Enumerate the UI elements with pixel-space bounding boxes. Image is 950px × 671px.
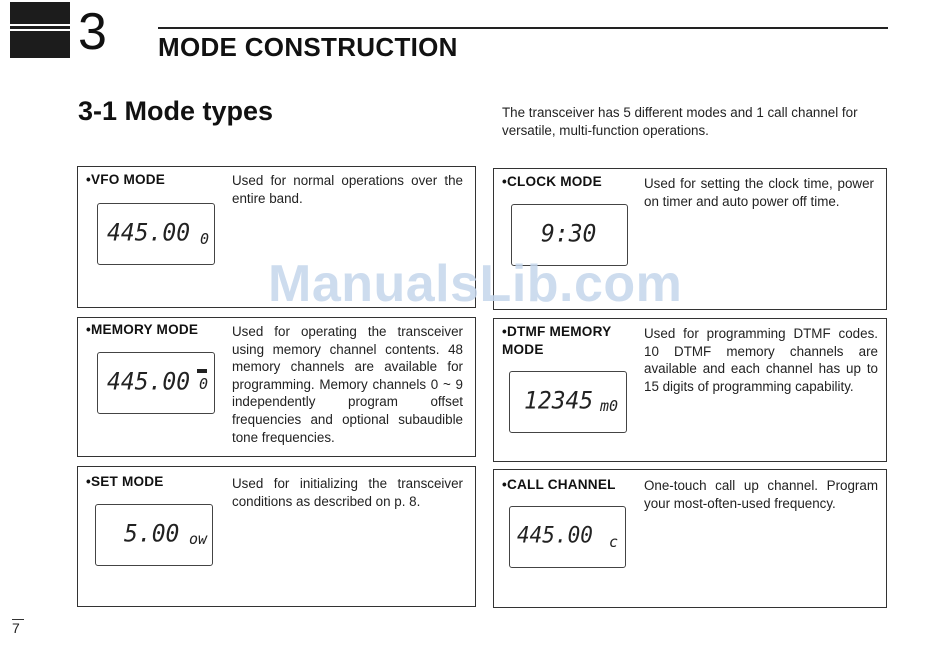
chapter-title: MODE CONSTRUCTION bbox=[158, 32, 458, 62]
dtmf-lcd-display bbox=[509, 371, 627, 433]
memory-lcd-channel: 0 bbox=[199, 375, 209, 393]
watermark-text: ManualsLib.com bbox=[268, 255, 683, 313]
vfo-lcd-frequency: 445.00 bbox=[107, 219, 191, 247]
clock-mode-title: •CLOCK MODE bbox=[502, 174, 602, 189]
page-number bbox=[12, 620, 20, 636]
call-channel-box bbox=[493, 469, 887, 608]
vfo-lcd-indicator: 0 bbox=[200, 230, 210, 248]
section-title: 3-1 Mode types bbox=[78, 96, 274, 126]
call-lcd-display bbox=[509, 506, 626, 568]
page-number-overline bbox=[12, 619, 24, 620]
call-channel-title: •CALL CHANNEL bbox=[502, 477, 616, 492]
dtmf-lcd-channel: m0 bbox=[600, 397, 619, 415]
call-lcd-indicator: c bbox=[609, 533, 619, 551]
dtmf-memory-mode-title: •DTMF MEMORY MODE bbox=[502, 324, 612, 357]
memory-lcd-mr-mark bbox=[197, 369, 207, 373]
set-lcd-display bbox=[95, 504, 213, 566]
dtmf-memory-mode-description: Used for programming DTMF codes. 10 DTMF memory channels are available and each channel has up to 15 digits of programming capability. bbox=[644, 326, 878, 394]
chapter-tab-block bbox=[10, 2, 70, 58]
chapter-number: 3 bbox=[78, 3, 107, 61]
vfo-lcd-display bbox=[97, 203, 215, 265]
vfo-mode-description: Used for normal operations over the entire band. bbox=[232, 173, 463, 206]
memory-mode-box bbox=[77, 317, 476, 457]
set-lcd-value: 5.00 bbox=[124, 520, 180, 548]
set-lcd-indicator: ow bbox=[189, 530, 208, 548]
page-number-text: 7 bbox=[12, 620, 20, 636]
dtmf-memory-mode-box bbox=[493, 318, 887, 462]
set-mode-title: •SET MODE bbox=[86, 474, 164, 489]
set-mode-description: Used for initializing the transceiver conditions as described on p. 8. bbox=[232, 476, 463, 509]
set-mode-box bbox=[77, 466, 476, 607]
call-lcd-frequency: 445.00 bbox=[517, 522, 593, 548]
call-channel-description: One-touch call up channel. Program your most-often-used frequency. bbox=[644, 478, 878, 511]
clock-mode-description: Used for setting the clock time, power on timer and auto power off time. bbox=[644, 176, 874, 209]
memory-mode-description: Used for operating the transceiver using memory channel contents. 48 memory channels are available for programming. Memory channels 0 ~ 9 independently program offset frequencies and optional subaudible tone frequencies. bbox=[232, 324, 463, 445]
memory-mode-title: •MEMORY MODE bbox=[86, 322, 199, 337]
dtmf-lcd-code: 12345 bbox=[524, 387, 594, 415]
section-intro: The transceiver has 5 different modes and 1 call channel for versatile, multi-function operations. bbox=[502, 105, 858, 138]
clock-lcd-time: 9:30 bbox=[541, 220, 597, 248]
vfo-mode-title: •VFO MODE bbox=[86, 172, 166, 187]
memory-lcd-frequency: 445.00 bbox=[107, 368, 191, 396]
memory-lcd-display bbox=[97, 352, 215, 414]
chapter-divider bbox=[158, 27, 888, 29]
